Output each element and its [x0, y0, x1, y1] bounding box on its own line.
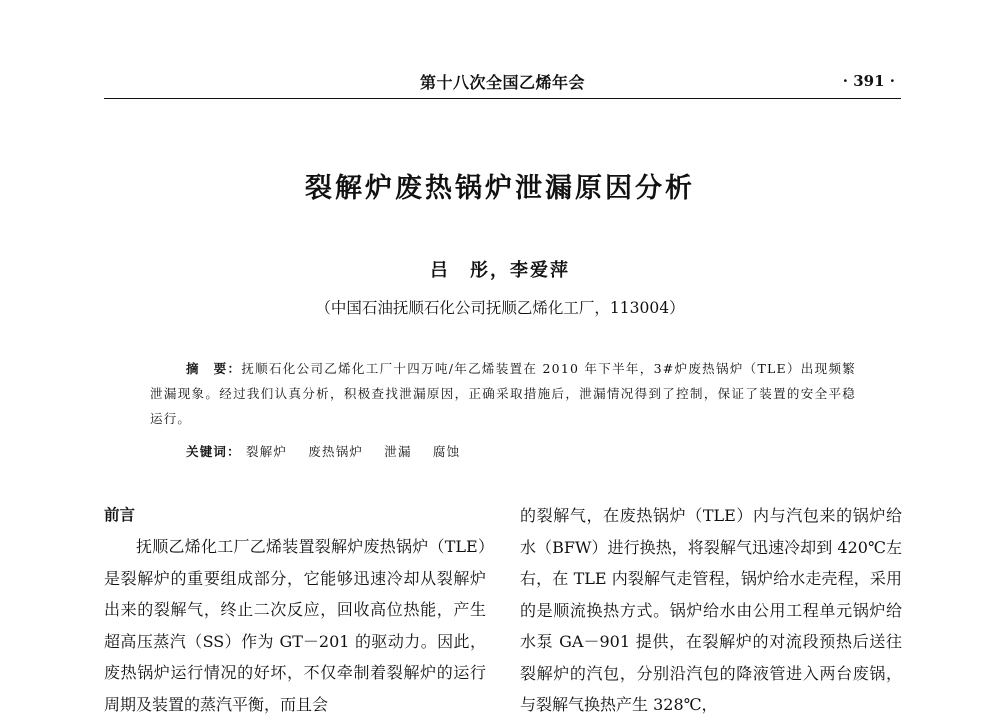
author-affiliation: （中国石油抚顺石化公司抚顺乙烯化工厂，113004）: [315, 299, 685, 317]
keywords: [186, 442, 856, 462]
keywords-label: 关键词：: [186, 444, 241, 459]
keyword: 腐蚀: [432, 444, 461, 459]
abstract-label: 摘 要：: [186, 361, 242, 376]
abstract-text: 抚顺石化公司乙烯化工厂十四万吨/年乙烯装置在 2010 年下半年，3#炉废热锅炉（TLE）出现频繁泄漏现象。经过我们认真分析，积极查找泄漏原因，正确采取措施后，泄漏情况得到了控制，保证了装置的安全平稳运行。: [150, 361, 856, 426]
author-list: 吕 彤，李爱萍: [430, 260, 570, 281]
conference-name: 第十八次全国乙烯年会: [419, 73, 585, 92]
body-paragraph: 抚顺乙烯化工厂乙烯装置裂解炉废热锅炉（TLE）是裂解炉的重要组成部分，它能够迅速冷却从裂解炉出来的裂解气，终止二次反应，回收高位热能，产生超高压蒸汽（SS）作为 GT－201 的驱动力。因此，废热锅炉运行情况的好坏，不仅牵制着裂解炉的运行周期及装置的蒸汽平衡，而且会: [104, 537, 486, 714]
keyword: 废热锅炉: [308, 444, 364, 459]
keyword: 泄漏: [384, 444, 412, 459]
body-paragraph: 的裂解气，在废热锅炉（TLE）内与汽包来的锅炉给水（BFW）进行换热，将裂解气迅速冷却到 420℃左右，在 TLE 内裂解气走管程，锅炉给水走壳程，采用的是顺流换热方式。锅炉给水由公用工程单元锅炉给水泵 GA－901 提供，在裂解炉的对流段预热后送往裂解炉的汽包，分别沿汽包的降液管进入两台废锅，与裂解气换热产生 328℃，: [520, 506, 902, 714]
body-column-right: [520, 500, 902, 721]
body-column-left: [104, 500, 486, 720]
running-header: [104, 70, 901, 100]
page-number: · 391 ·: [842, 72, 895, 90]
keywords-list: [246, 444, 476, 459]
paper-title: 裂解炉废热锅炉泄漏原因分析: [305, 173, 695, 204]
header-rule: [104, 98, 901, 99]
section-heading-preface: 前言: [104, 506, 136, 524]
keyword: 裂解炉: [246, 444, 288, 459]
abstract: [150, 356, 856, 431]
